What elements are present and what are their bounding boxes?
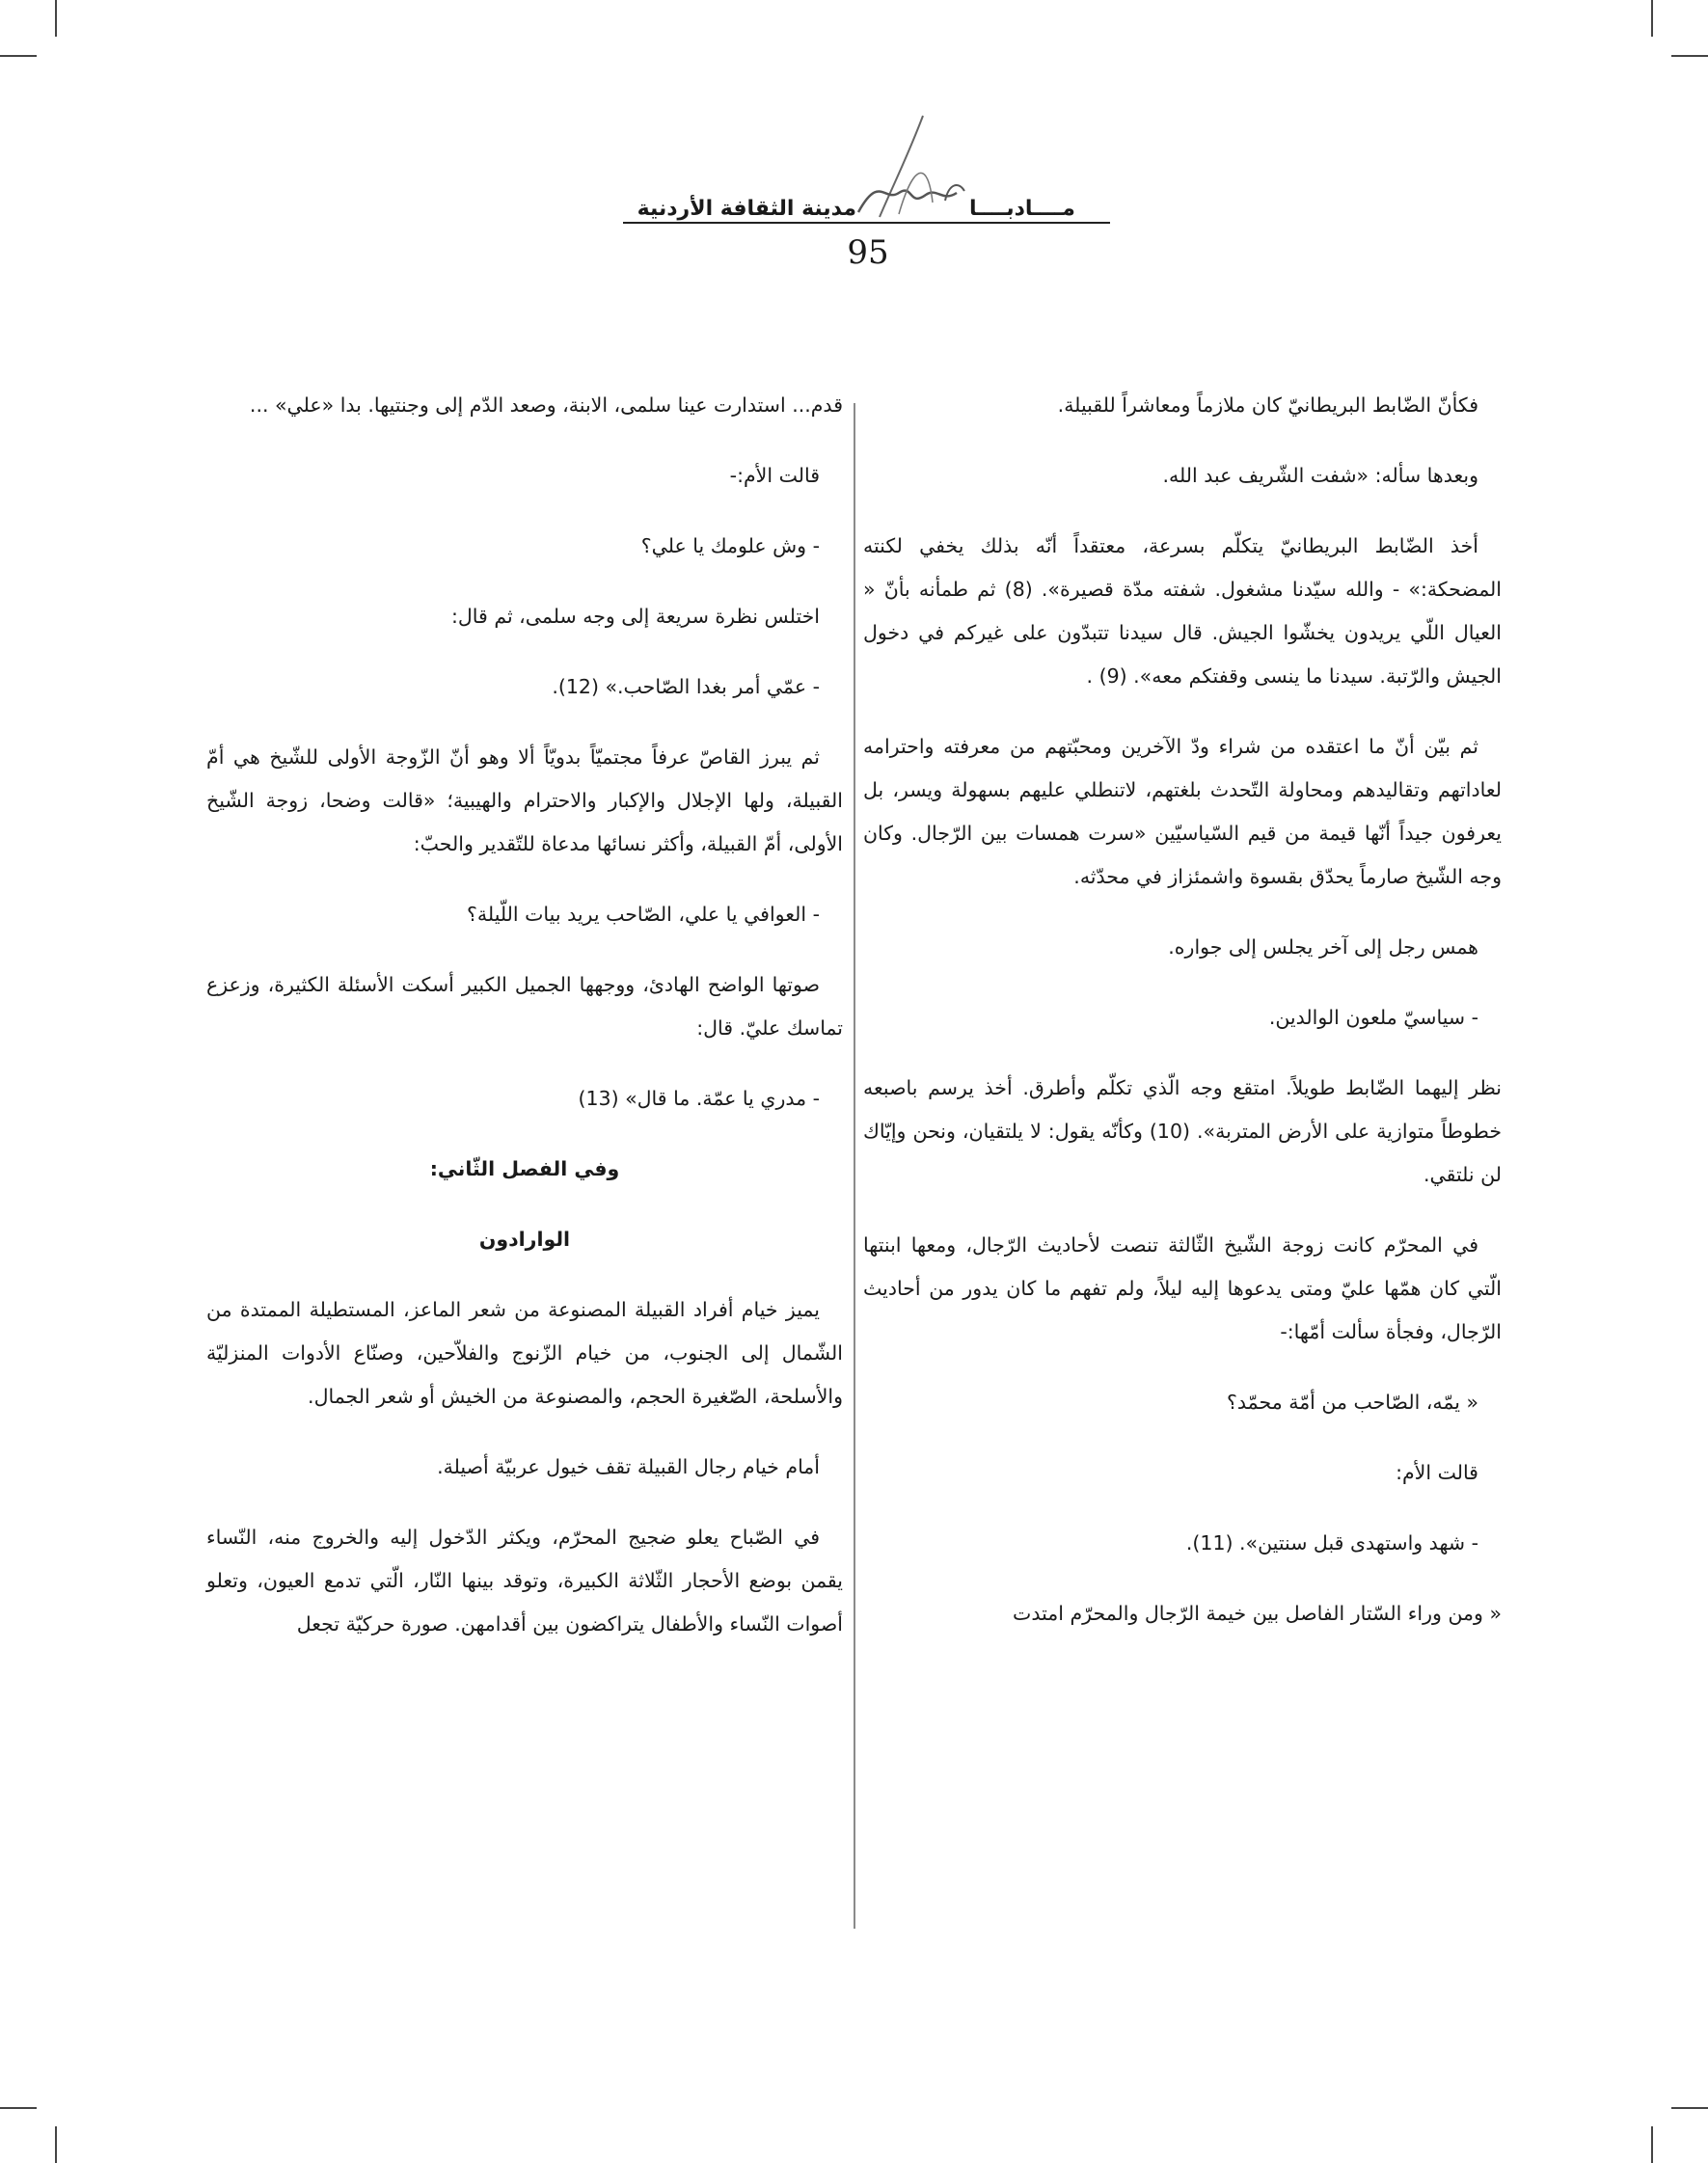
paragraph: قالت الأم:	[1396, 1461, 1478, 1484]
paragraph: « يمّه، الصّاحب من أمّة محمّد؟	[1226, 1391, 1478, 1414]
paragraph: قالت الأم:-	[729, 464, 820, 487]
journal-title: مدينة الثقافة الأردنية	[637, 197, 856, 221]
crop-mark	[1671, 55, 1708, 57]
crop-mark	[1671, 2107, 1708, 2109]
journal-city: مــــادبــــا	[969, 197, 1075, 221]
paragraph: همس رجل إلى آخر يجلس إلى جواره.	[1168, 935, 1478, 959]
paragraph: - مدري يا عمّة. ما قال» (13)	[578, 1087, 820, 1110]
paragraph: - عمّي أمر بغدا الصّاحب.» (12).	[552, 675, 820, 698]
section-subheading: الوارادون	[478, 1228, 571, 1251]
paragraph: فكأنّ الضّابط البريطانيّ كان ملازماً ومعاشراً للقبيلة.	[1057, 393, 1478, 417]
crop-mark	[0, 55, 37, 57]
paragraph: - سياسيّ ملعون الوالدين.	[1268, 1006, 1478, 1029]
paragraph: - وش علومك يا علي؟	[640, 534, 820, 557]
paragraph: صوتها الواضح الهادئ، ووجهها الجميل الكبير أسكت الأسئلة الكثيرة، وزعزع تماسك عليّ. قال:	[206, 973, 843, 1040]
crop-mark	[1651, 2126, 1653, 2163]
left-column	[206, 384, 843, 1673]
paragraph: نظر إليهما الضّابط طويلاً. امتقع وجه الّذي تكلّم وأطرق. أخذ يرسم باصبعه خطوطاً متوازية على الأرض المتربة». (10) وكأنّه يقول: لا يلتقيان، ونحن وإيّاك لن نلتقي.	[863, 1076, 1502, 1186]
crop-mark	[55, 0, 57, 37]
paragraph: أمام خيام رجال القبيلة تقف خيول عربيّة أصيلة.	[437, 1455, 820, 1478]
section-heading: وفي الفصل الثّاني:	[429, 1157, 620, 1180]
paragraph: يميز خيام أفراد القبيلة المصنوعة من شعر الماعز، المستطيلة الممتدة من الشّمال إلى الجنوب، من خيام الزّنوج والفلاّحين، وصنّاع الأدوات المنزليّة والأسلحة، الصّغيرة الحجم، والمصنوعة من الخيش أو شعر الجمال.	[206, 1298, 843, 1408]
paragraph: وبعدها سأله: «شفت الشّريف عبد الله.	[1162, 464, 1478, 487]
madaba-calligraphy-logo-icon	[841, 106, 986, 222]
paragraph: « ومن وراء السّتار الفاصل بين خيمة الرّجال والمحرّم امتدت	[1013, 1602, 1502, 1625]
paragraph: - العوافي يا علي، الصّاحب يريد بيات اللّيلة؟	[467, 903, 820, 926]
crop-mark	[1651, 0, 1653, 37]
right-column	[863, 384, 1502, 1663]
paragraph: ثم يبرز القاصّ عرفاً مجتميّاً بدويّاً ألا وهو أنّ الزّوجة الأولى للشّيخ هي أمّ القبيلة، ولها الإجلال والإكبار والاحترام والهيبية؛ «قالت وضحا، زوجة الشّيخ الأولى، أمّ القبيلة، وأكثر نسائها مدعاة للتّقدير والحبّ:	[206, 745, 843, 855]
paragraph: في المحرّم كانت زوجة الشّيخ الثّالثة تنصت لأحاديث الرّجال، ومعها ابنتها الّتي كان همّها عليّ ومتى يدعوها إليه ليلاً، ولم تفهم ما كان يدور من أحاديث الرّجال، وفجأة سألت أمّها:-	[863, 1233, 1502, 1343]
crop-mark	[0, 2107, 37, 2109]
paragraph: في الصّباح يعلو ضجيج المحرّم، ويكثر الدّخول إليه والخروج منه، النّساء يقمن بوضع الأحجار الثّلاثة الكبيرة، وتوقد بينها النّار، الّتي تدمع العيون، وتعلو أصوات النّساء والأطفال يتراكضون بين أقدامهن. صورة حركيّة تجعل	[206, 1526, 843, 1636]
paragraph: اختلس نظرة سريعة إلى وجه سلمى، ثم قال:	[450, 605, 820, 628]
header-rule	[623, 222, 1110, 224]
paragraph: ثم بيّن أنّ ما اعتقده من شراء ودّ الآخرين ومحبّتهم من معرفته واحترامه لعاداتهم وتقاليدهم ومحاولة التّحدث بلغتهم، لاتنطلي عليهم بسهولة ويسر، بل يعرفون جيداً أنّها قيمة من قيم السّياسيّين «سرت همسات بين الرّجال. وكان وجه الشّيخ صارماً يحدّق بقسوة واشمئزاز في محدّثه.	[863, 735, 1502, 888]
paragraph: أخذ الضّابط البريطانيّ يتكلّم بسرعة، معتقداً أنّه بذلك يخفي لكنته المضحكة:» - والله سيّدنا مشغول. شفته مدّة قصيرة». (8) ثم طمأنه بأنّ « العيال اللّي يريدون يخشّوا الجيش. قال سيدنا تتبدّون على غيركم في دخول الجيش والرّتبة. سيدنا ما ينسى وقفتكم معه». (9) .	[863, 534, 1502, 688]
paragraph: قدم... استدارت عينا سلمى، الابنة، وصعد الدّم إلى وجنتيها. بدا «علي» ...	[249, 393, 843, 417]
crop-mark	[55, 2126, 57, 2163]
paragraph: - شهد واستهدى قبل سنتين». (11).	[1185, 1531, 1478, 1555]
page-number: 95	[847, 233, 889, 272]
column-divider	[854, 403, 855, 1929]
